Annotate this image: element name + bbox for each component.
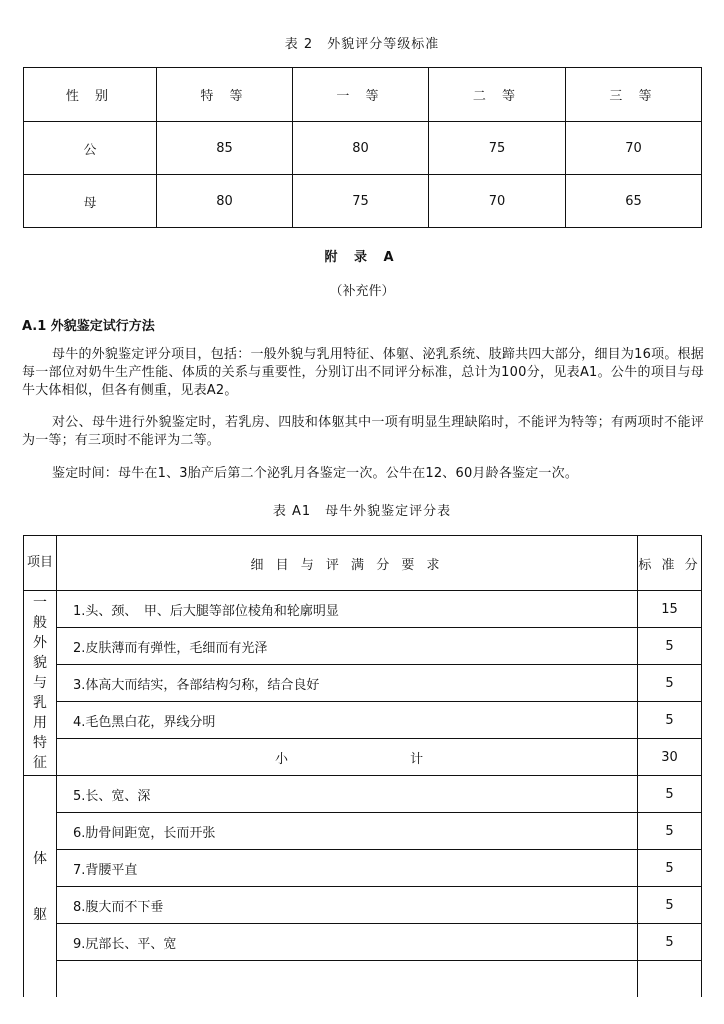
- table2-cell: 母: [24, 175, 157, 228]
- table2-header-row: [24, 68, 702, 122]
- item-text: 3.体高大而结实，各部结构匀称，结合良好: [57, 665, 638, 702]
- table2-cell: 65: [566, 175, 702, 228]
- table-row: [24, 961, 702, 998]
- table2-header-cell: 性 别: [24, 68, 157, 122]
- subtotal-score: 30: [638, 739, 702, 776]
- header-score: 标 准 分: [638, 536, 702, 591]
- category-label: 一般外貌与乳用特征: [33, 595, 47, 771]
- item-score: 5: [638, 628, 702, 665]
- header-category: 项目: [24, 536, 57, 591]
- item-text: 8.腹大而不下垂: [57, 887, 638, 924]
- item-score: 5: [638, 665, 702, 702]
- item-score: 5: [638, 887, 702, 924]
- table2-caption: 表 2 外貌评分等级标准: [284, 37, 440, 52]
- table-row: [24, 122, 702, 175]
- section-heading: A.1 外貌鉴定试行方法: [22, 319, 155, 334]
- table2-cell: 80: [157, 175, 293, 228]
- table2-cell: 75: [429, 122, 566, 175]
- table-row: [24, 850, 702, 887]
- subtotal-label-right: 计: [410, 751, 424, 767]
- item-score: 5: [638, 924, 702, 961]
- item-text: 6.肋骨间距宽，长而开张: [57, 813, 638, 850]
- tableA1-header-row: [24, 536, 702, 591]
- table-row: [24, 813, 702, 850]
- item-score: 5: [638, 776, 702, 813]
- table-row: [24, 702, 702, 739]
- table-row: [24, 887, 702, 924]
- table-row: [24, 591, 702, 628]
- category-body: [24, 776, 57, 998]
- table-row: [24, 628, 702, 665]
- tableA1-caption: 表 A1 母牛外貌鉴定评分表: [272, 504, 452, 519]
- item-text: 4.毛色黑白花，界线分明: [57, 702, 638, 739]
- table2: [23, 67, 702, 228]
- table-row: [24, 175, 702, 228]
- subtotal-label-left: 小: [275, 751, 289, 767]
- header-items: 细 目 与 评 满 分 要 求: [57, 536, 638, 591]
- table2-cell: 70: [429, 175, 566, 228]
- category-body-top: 体: [33, 850, 47, 867]
- appendix-title: 附 录 A: [324, 250, 400, 265]
- table2-cell: 85: [157, 122, 293, 175]
- appendix-subtitle: （补充件）: [329, 284, 395, 299]
- category-body-bottom: 躯: [33, 906, 47, 923]
- table2-header-cell: 三 等: [566, 68, 702, 122]
- item-score: 15: [638, 591, 702, 628]
- item-score: 5: [638, 813, 702, 850]
- item-text: 2.皮肤薄而有弹性，毛细而有光泽: [57, 628, 638, 665]
- item-text-empty: [57, 961, 638, 998]
- item-score: 5: [638, 702, 702, 739]
- item-text: 7.背腰平直: [57, 850, 638, 887]
- item-score: 5: [638, 850, 702, 887]
- paragraph: 对公、母牛进行外貌鉴定时，若乳房、四肢和体躯其中一项有明显生理缺陷时，不能评为特等；有两项时不能评为一等；有三项时不能评为二等。: [22, 415, 704, 448]
- table2-cell: 75: [293, 175, 429, 228]
- table-row: [24, 665, 702, 702]
- item-text: 9.尻部长、平、宽: [57, 924, 638, 961]
- tableA1: [23, 535, 702, 997]
- item-text: 1.头、颈、 甲、后大腿等部位棱角和轮廓明显: [57, 591, 638, 628]
- item-score-empty: [638, 961, 702, 998]
- table2-header-cell: 一 等: [293, 68, 429, 122]
- category-general-appearance: [24, 591, 57, 776]
- subtotal-label: [57, 739, 638, 776]
- paragraph: 母牛的外貌鉴定评分项目，包括：一般外貌与乳用特征、体躯、泌乳系统、肢蹄共四大部分，细目为16项。根据每一部位对奶牛生产性能、体质的关系与重要性，分别订出不同评分标准，总计为100分，见表A1。公牛的项目与母牛大体相似，但各有侧重，见表A2。: [22, 347, 704, 398]
- table2-cell: 80: [293, 122, 429, 175]
- table2-cell: 70: [566, 122, 702, 175]
- table-row: [24, 924, 702, 961]
- table2-header-cell: 特 等: [157, 68, 293, 122]
- item-text: 5.长、宽、深: [57, 776, 638, 813]
- table2-header-cell: 二 等: [429, 68, 566, 122]
- paragraph: 鉴定时间：母牛在1、3胎产后第二个泌乳月各鉴定一次。公牛在12、60月龄各鉴定一次。: [52, 466, 579, 481]
- subtotal-row: [24, 739, 702, 776]
- table2-cell: 公: [24, 122, 157, 175]
- table-row: [24, 776, 702, 813]
